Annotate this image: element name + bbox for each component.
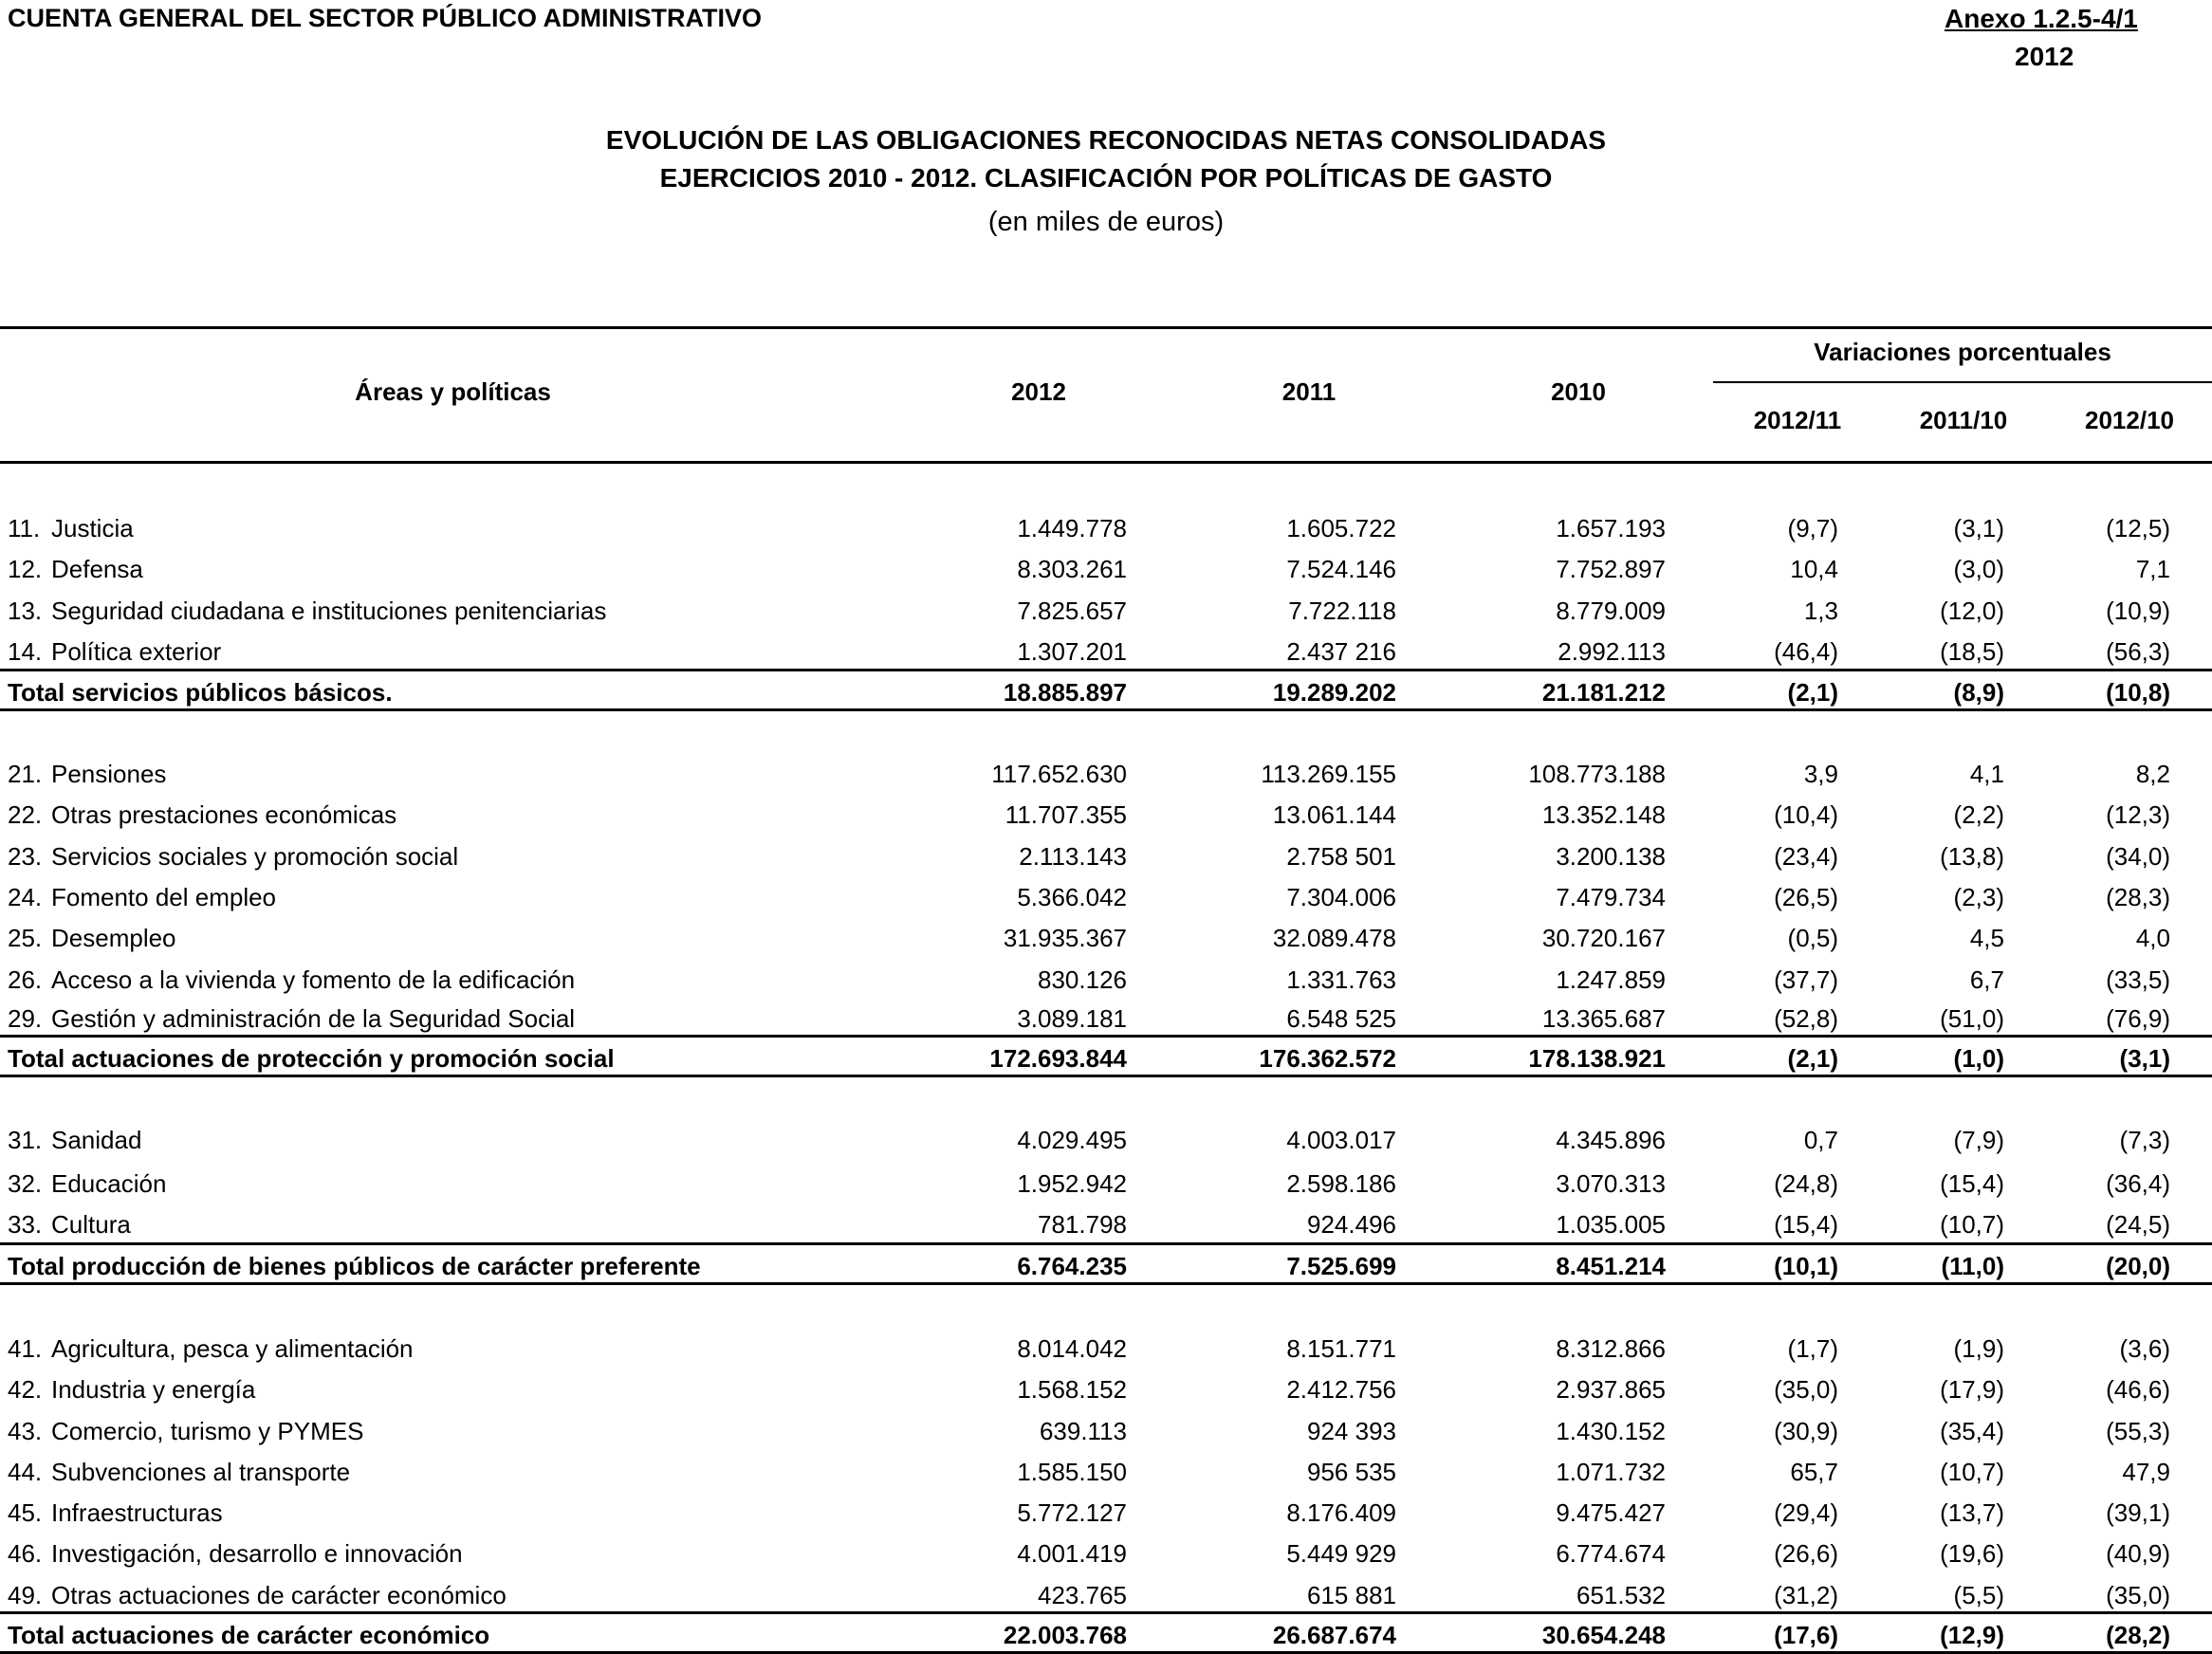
cell-p3: (56,3) — [2106, 637, 2170, 666]
cell-v2010: 7.479.734 — [1556, 883, 1666, 911]
cell-p3: 8,2 — [2135, 760, 2170, 788]
row-name: Justicia — [51, 514, 134, 542]
cell-p2: (17,9) — [1940, 1375, 2004, 1404]
row-code: 13. — [8, 597, 43, 625]
row-code: 45. — [8, 1498, 43, 1527]
cell-p1: 10,4 — [1790, 555, 1838, 583]
cell-p2: (15,4) — [1940, 1169, 2004, 1198]
cell-v2011: 6.548 525 — [1286, 1004, 1396, 1033]
row-code: 41. — [8, 1334, 43, 1363]
row-code: 29. — [8, 1004, 43, 1033]
row-code: 22. — [8, 800, 43, 829]
cell-v2011: 26.687.674 — [1272, 1621, 1396, 1649]
total-rule-top — [0, 1035, 2212, 1038]
cell-p3: 47,9 — [2122, 1458, 2170, 1486]
row-name: Otras actuaciones de carácter económico — [51, 1581, 507, 1609]
page-title-line-1: EVOLUCIÓN DE LAS OBLIGACIONES RECONOCIDAS NETAS CONSOLIDADAS — [605, 125, 1607, 155]
cell-p3: (10,8) — [2106, 678, 2170, 707]
cell-p2: (12,0) — [1940, 597, 2004, 625]
cell-p1: 3,9 — [1803, 760, 1838, 788]
cell-v2011: 19.289.202 — [1272, 678, 1396, 707]
cell-v2010: 13.352.148 — [1541, 800, 1666, 829]
cell-v2011: 7.304.006 — [1286, 883, 1396, 911]
cell-p2: 4,5 — [1969, 924, 2004, 952]
row-code: 12. — [8, 555, 43, 583]
cell-p1: (0,5) — [1787, 924, 1838, 952]
column-header-2012-10: 2012/10 — [2085, 406, 2174, 434]
column-header-2011-10: 2011/10 — [1919, 406, 2008, 434]
cell-v2010: 7.752.897 — [1556, 555, 1666, 583]
row-total-label: Total actuaciones de carácter económico — [8, 1621, 490, 1649]
cell-v2012: 5.366.042 — [1017, 883, 1127, 911]
cell-p2: (13,8) — [1940, 842, 2004, 871]
row-code: 49. — [8, 1581, 43, 1609]
cell-v2012: 1.449.778 — [1017, 514, 1127, 542]
cell-p3: (3,1) — [2119, 1044, 2170, 1073]
cell-v2011: 2.758 501 — [1286, 842, 1396, 871]
cell-v2011: 2.412.756 — [1286, 1375, 1396, 1404]
cell-p2: (19,6) — [1940, 1539, 2004, 1568]
annex-reference: Anexo 1.2.5-4/1 — [1945, 4, 2138, 33]
row-name: Investigación, desarrollo e innovación — [51, 1539, 463, 1568]
cell-v2012: 31.935.367 — [1003, 924, 1127, 952]
cell-p3: (10,9) — [2106, 597, 2170, 625]
cell-v2010: 2.937.865 — [1556, 1375, 1666, 1404]
cell-p1: (17,6) — [1774, 1621, 1838, 1649]
cell-p1: 0,7 — [1803, 1126, 1838, 1154]
cell-p3: (46,6) — [2106, 1375, 2170, 1404]
cell-p3: 4,0 — [2135, 924, 2170, 952]
cell-v2012: 18.885.897 — [1003, 678, 1127, 707]
cell-p1: (26,5) — [1774, 883, 1838, 911]
row-name: Agricultura, pesca y alimentación — [51, 1334, 414, 1363]
cell-v2011: 7.722.118 — [1288, 597, 1396, 625]
cell-v2012: 1.952.942 — [1017, 1169, 1127, 1198]
cell-v2012: 1.585.150 — [1017, 1458, 1127, 1486]
cell-p1: (2,1) — [1787, 1044, 1838, 1073]
cell-v2012: 7.825.657 — [1017, 597, 1127, 625]
cell-v2012: 4.029.495 — [1017, 1126, 1127, 1154]
cell-p3: (39,1) — [2106, 1498, 2170, 1527]
cell-v2010: 1.035.005 — [1556, 1210, 1666, 1239]
cell-v2011: 13.061.144 — [1272, 800, 1396, 829]
total-rule-top — [0, 1242, 2212, 1245]
row-code: 42. — [8, 1375, 43, 1404]
cell-p2: (10,7) — [1940, 1458, 2004, 1486]
row-name: Comercio, turismo y PYMES — [51, 1417, 364, 1445]
cell-p2: (12,9) — [1940, 1621, 2004, 1649]
cell-v2010: 3.070.313 — [1556, 1169, 1666, 1198]
row-total-label: Total producción de bienes públicos de carácter preferente — [8, 1252, 701, 1280]
cell-v2011: 956 535 — [1307, 1458, 1396, 1486]
cell-v2012: 2.113.143 — [1019, 842, 1127, 871]
cell-p2: (5,5) — [1953, 1581, 2004, 1609]
cell-p3: (33,5) — [2106, 965, 2170, 994]
cell-p3: (34,0) — [2106, 842, 2170, 871]
row-code: 24. — [8, 883, 43, 911]
cell-v2012: 172.693.844 — [989, 1044, 1127, 1073]
cell-p3: (24,5) — [2106, 1210, 2170, 1239]
cell-v2012: 8.303.261 — [1017, 555, 1127, 583]
total-rule-top — [0, 1611, 2212, 1614]
cell-p3: (28,2) — [2106, 1621, 2170, 1649]
row-name: Política exterior — [51, 637, 222, 666]
cell-p3: (55,3) — [2106, 1417, 2170, 1445]
cell-v2010: 21.181.212 — [1541, 678, 1666, 707]
cell-v2012: 1.307.201 — [1017, 637, 1127, 666]
cell-v2012: 117.652.630 — [991, 760, 1127, 788]
cell-p2: (1,9) — [1953, 1334, 2004, 1363]
cell-p3: (76,9) — [2106, 1004, 2170, 1033]
cell-p2: (3,0) — [1953, 555, 2004, 583]
row-code: 21. — [8, 760, 43, 788]
cell-p1: (23,4) — [1774, 842, 1838, 871]
cell-v2011: 8.151.771 — [1286, 1334, 1396, 1363]
cell-v2012: 6.764.235 — [1017, 1252, 1127, 1280]
row-code: 46. — [8, 1539, 43, 1568]
total-rule-bottom — [0, 708, 2212, 711]
row-code: 26. — [8, 965, 43, 994]
page-title-line-2: EJERCICIOS 2010 - 2012. CLASIFICACIÓN POR POLÍTICAS DE GASTO — [659, 163, 1553, 193]
cell-p1: (29,4) — [1774, 1498, 1838, 1527]
cell-v2011: 1.605.722 — [1286, 514, 1396, 542]
cell-p3: (3,6) — [2119, 1334, 2170, 1363]
cell-v2010: 178.138.921 — [1528, 1044, 1666, 1073]
cell-v2010: 3.200.138 — [1556, 842, 1666, 871]
cell-p3: 7,1 — [2135, 555, 2170, 583]
cell-v2011: 7.524.146 — [1286, 555, 1396, 583]
row-code: 44. — [8, 1458, 43, 1486]
row-code: 43. — [8, 1417, 43, 1445]
cell-p1: (1,7) — [1787, 1334, 1838, 1363]
cell-v2011: 113.269.155 — [1261, 760, 1396, 788]
cell-p3: (12,5) — [2106, 514, 2170, 542]
cell-v2010: 1.071.732 — [1556, 1458, 1666, 1486]
cell-p3: (12,3) — [2106, 800, 2170, 829]
cell-v2010: 2.992.113 — [1558, 637, 1666, 666]
cell-p2: (8,9) — [1953, 678, 2004, 707]
cell-v2010: 8.312.866 — [1556, 1334, 1666, 1363]
cell-p2: (3,1) — [1953, 514, 2004, 542]
cell-p2: (18,5) — [1940, 637, 2004, 666]
row-name: Pensiones — [51, 760, 167, 788]
row-code: 14. — [8, 637, 43, 666]
table-top-rule — [0, 326, 2212, 329]
row-name: Defensa — [51, 555, 143, 583]
cell-p2: (1,0) — [1953, 1044, 2004, 1073]
row-code: 23. — [8, 842, 43, 871]
row-code: 25. — [8, 924, 43, 952]
cell-p3: (35,0) — [2106, 1581, 2170, 1609]
cell-p1: (30,9) — [1774, 1417, 1838, 1445]
total-rule-bottom — [0, 1282, 2212, 1285]
row-name: Servicios sociales y promoción social — [51, 842, 459, 871]
row-code: 32. — [8, 1169, 43, 1198]
cell-p1: (31,2) — [1774, 1581, 1838, 1609]
row-code: 33. — [8, 1210, 43, 1239]
cell-v2011: 176.362.572 — [1259, 1044, 1396, 1073]
cell-v2012: 8.014.042 — [1017, 1334, 1127, 1363]
cell-v2011: 924 393 — [1307, 1417, 1396, 1445]
cell-p2: 6,7 — [1969, 965, 2004, 994]
row-code: 31. — [8, 1126, 43, 1154]
cell-v2012: 781.798 — [1038, 1210, 1127, 1239]
cell-v2010: 30.720.167 — [1541, 924, 1666, 952]
cell-v2010: 6.774.674 — [1556, 1539, 1666, 1568]
cell-p2: (2,2) — [1953, 800, 2004, 829]
cell-p2: 4,1 — [1969, 760, 2004, 788]
row-name: Desempleo — [51, 924, 176, 952]
cell-v2011: 4.003.017 — [1286, 1126, 1396, 1154]
cell-p1: (26,6) — [1774, 1539, 1838, 1568]
cell-v2012: 11.707.355 — [1005, 800, 1127, 829]
cell-v2012: 639.113 — [1039, 1417, 1127, 1445]
row-name: Cultura — [51, 1210, 131, 1239]
cell-v2012: 4.001.419 — [1017, 1539, 1127, 1568]
column-header-2011: 2011 — [1281, 377, 1336, 406]
cell-v2010: 30.654.248 — [1541, 1621, 1666, 1649]
cell-v2010: 8.779.009 — [1556, 597, 1666, 625]
cell-v2012: 22.003.768 — [1003, 1621, 1127, 1649]
cell-p2: (13,7) — [1940, 1498, 2004, 1527]
cell-p1: (10,4) — [1774, 800, 1838, 829]
unit-note: (en miles de euros) — [987, 207, 1225, 237]
cell-p2: (10,7) — [1940, 1210, 2004, 1239]
cell-p2: (11,0) — [1941, 1252, 2004, 1280]
row-name: Industria y energía — [51, 1375, 256, 1404]
row-name: Fomento del empleo — [51, 883, 277, 911]
cell-p3: (40,9) — [2106, 1539, 2170, 1568]
column-header-variations: Variaciones porcentuales — [1814, 338, 2111, 366]
row-name: Sanidad — [51, 1126, 142, 1154]
cell-v2011: 615 881 — [1307, 1581, 1396, 1609]
row-code: 11. — [8, 514, 41, 542]
cell-v2011: 2.598.186 — [1286, 1169, 1396, 1198]
cell-p1: (2,1) — [1787, 678, 1838, 707]
annex-year: 2012 — [2015, 42, 2074, 71]
cell-v2010: 1.247.859 — [1556, 965, 1666, 994]
row-name: Gestión y administración de la Seguridad Social — [51, 1004, 576, 1033]
variations-rule — [1713, 381, 2212, 383]
cell-p3: (28,3) — [2106, 883, 2170, 911]
cell-v2011: 1.331.763 — [1286, 965, 1396, 994]
cell-p1: (9,7) — [1787, 514, 1838, 542]
total-rule-bottom — [0, 1075, 2212, 1077]
column-header-areas: Áreas y políticas — [355, 377, 551, 406]
cell-p1: 1,3 — [1803, 597, 1838, 625]
cell-v2010: 651.532 — [1576, 1581, 1666, 1609]
cell-v2011: 8.176.409 — [1286, 1498, 1396, 1527]
column-header-2012: 2012 — [1011, 377, 1066, 406]
cell-v2011: 2.437 216 — [1286, 637, 1396, 666]
total-rule-top — [0, 669, 2212, 671]
cell-v2012: 1.568.152 — [1017, 1375, 1127, 1404]
row-name: Acceso a la vivienda y fomento de la edificación — [51, 965, 576, 994]
row-name: Subvenciones al transporte — [51, 1458, 351, 1486]
cell-v2010: 4.345.896 — [1556, 1126, 1666, 1154]
column-header-2010: 2010 — [1551, 377, 1606, 406]
cell-v2012: 5.772.127 — [1017, 1498, 1127, 1527]
table-header-rule — [0, 461, 2212, 464]
cell-p3: (36,4) — [2106, 1169, 2170, 1198]
cell-p2: (51,0) — [1940, 1004, 2004, 1033]
report-header: CUENTA GENERAL DEL SECTOR PÚBLICO ADMINISTRATIVO — [8, 4, 763, 32]
cell-v2011: 7.525.699 — [1286, 1252, 1396, 1280]
cell-v2010: 13.365.687 — [1541, 1004, 1666, 1033]
cell-v2011: 32.089.478 — [1272, 924, 1396, 952]
cell-p1: (37,7) — [1774, 965, 1838, 994]
row-name: Otras prestaciones económicas — [51, 800, 397, 829]
cell-p1: (52,8) — [1774, 1004, 1838, 1033]
cell-v2010: 8.451.214 — [1556, 1252, 1666, 1280]
cell-p2: (7,9) — [1953, 1126, 2004, 1154]
cell-v2011: 924.496 — [1307, 1210, 1396, 1239]
cell-v2011: 5.449 929 — [1286, 1539, 1396, 1568]
cell-p2: (35,4) — [1940, 1417, 2004, 1445]
cell-p1: (35,0) — [1774, 1375, 1838, 1404]
cell-v2010: 108.773.188 — [1528, 760, 1666, 788]
cell-v2012: 3.089.181 — [1017, 1004, 1127, 1033]
cell-v2010: 1.657.193 — [1556, 514, 1666, 542]
cell-p1: 65,7 — [1790, 1458, 1838, 1486]
cell-p1: (24,8) — [1774, 1169, 1838, 1198]
row-name: Infraestructuras — [51, 1498, 223, 1527]
cell-v2012: 830.126 — [1038, 965, 1127, 994]
cell-v2010: 1.430.152 — [1556, 1417, 1666, 1445]
cell-p3: (7,3) — [2119, 1126, 2170, 1154]
cell-v2012: 423.765 — [1038, 1581, 1127, 1609]
cell-p3: (20,0) — [2106, 1252, 2170, 1280]
cell-p1: (10,1) — [1774, 1252, 1838, 1280]
row-name: Educación — [51, 1169, 167, 1198]
cell-p2: (2,3) — [1953, 883, 2004, 911]
column-header-2012-11: 2012/11 — [1753, 406, 1842, 434]
row-total-label: Total servicios públicos básicos. — [8, 678, 393, 707]
cell-p1: (46,4) — [1774, 637, 1838, 666]
cell-p1: (15,4) — [1774, 1210, 1838, 1239]
cell-v2010: 9.475.427 — [1556, 1498, 1666, 1527]
row-total-label: Total actuaciones de protección y promoción social — [8, 1044, 615, 1073]
row-name: Seguridad ciudadana e instituciones penitenciarias — [51, 597, 607, 625]
